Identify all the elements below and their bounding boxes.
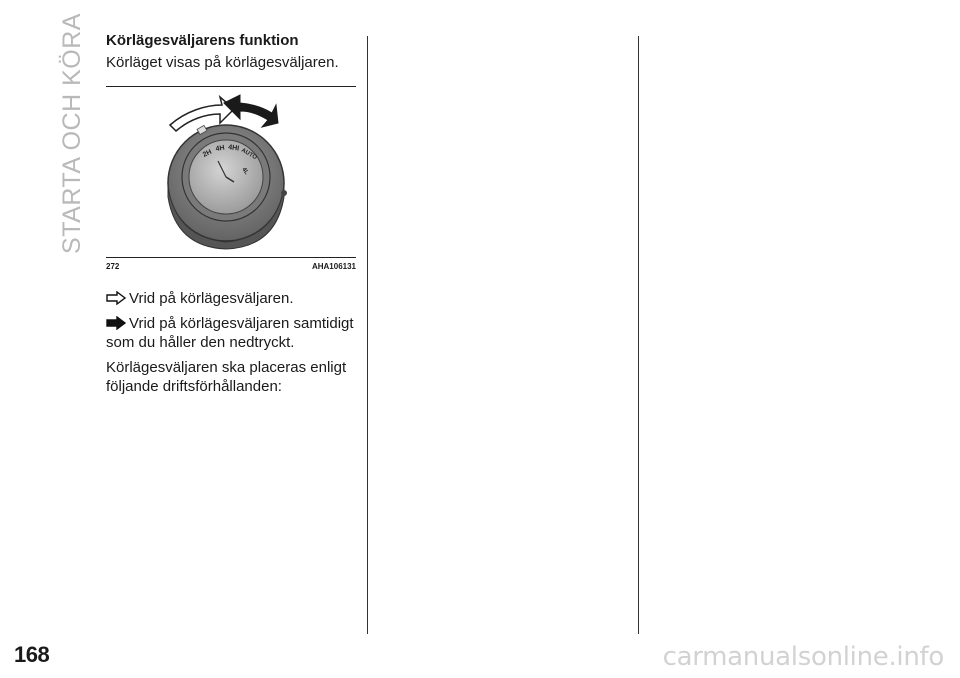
figure-number: 272	[106, 262, 120, 271]
instruction-rotate-press	[106, 314, 358, 352]
column-divider-right	[638, 36, 639, 634]
solid-arrow-icon	[106, 316, 126, 330]
svg-text:4L: 4L	[240, 166, 250, 176]
outline-arrow-icon	[106, 291, 126, 305]
page-number: 168	[14, 642, 50, 667]
instruction-rotate-text: Vrid på körlägesväljaren.	[129, 290, 294, 307]
section-subtitle: Körläget visas på körlägesväljaren.	[106, 54, 339, 71]
watermark: carmanualsonline.info	[662, 642, 944, 672]
instruction-list	[106, 289, 358, 396]
figure-272	[106, 86, 356, 271]
instruction-rotate	[106, 289, 358, 308]
svg-text:AUTO: AUTO	[240, 147, 258, 162]
svg-text:4HI: 4HI	[227, 144, 240, 153]
rotate-solid-arrow	[224, 95, 278, 127]
section-side-label	[52, 12, 92, 254]
closing-paragraph: Körlägesväljaren ska placeras enligt följande driftsförhållanden:	[106, 359, 347, 395]
column-one	[106, 31, 358, 396]
selector-knob-icon	[106, 87, 356, 257]
section-label-text: STARTA OCH KÖRA	[57, 12, 86, 254]
column-divider-left	[367, 36, 368, 634]
instruction-rotate-press-text: Vrid på körlägesväljaren samtidigt som du håller den nedtryckt.	[106, 315, 354, 351]
figure-caption	[106, 258, 356, 271]
figure-code: AHA106131	[311, 262, 356, 271]
svg-text:2H: 2H	[201, 148, 213, 159]
svg-text:4H: 4H	[215, 144, 226, 153]
drive-mode-selector-illustration	[106, 87, 356, 257]
section-heading: Körlägesväljarens funktion	[106, 32, 299, 49]
